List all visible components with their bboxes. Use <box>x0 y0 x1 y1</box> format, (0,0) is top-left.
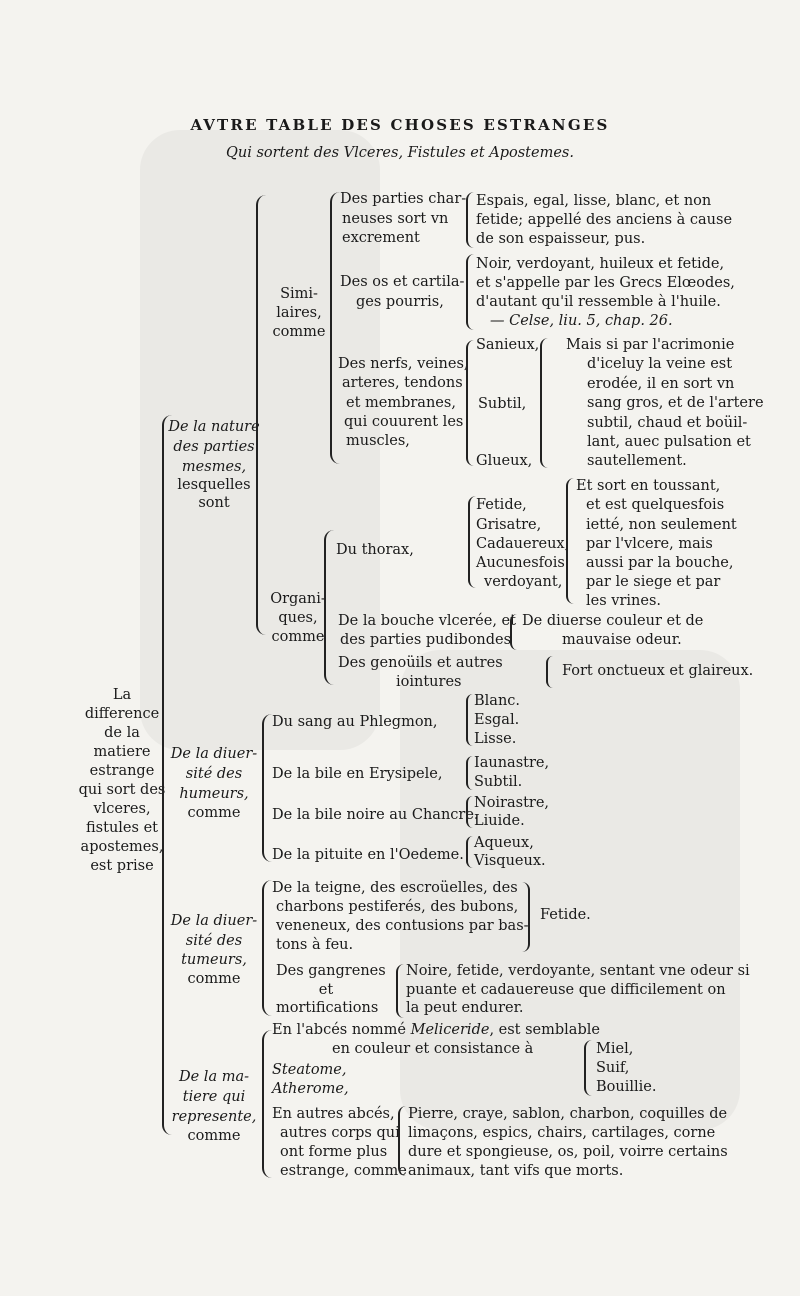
meliceride-result: Suif, <box>596 1060 630 1076</box>
meliceride-text: en couleur et consistance à <box>332 1041 534 1057</box>
matiere-brace <box>262 1030 272 1178</box>
bouche-label: De la bouche vlcerée, et <box>338 613 516 629</box>
bilenoire-brace <box>466 796 473 828</box>
page-title: AVTRE TABLE DES CHOSES ESTRANGES <box>190 116 610 134</box>
charneuses-label: neuses sort vn <box>342 211 449 227</box>
charneuses-result: Espais, egal, lisse, blanc, et non <box>476 193 712 209</box>
steatome-label: Steatome, <box>272 1062 347 1078</box>
charneuses-label: Des parties char- <box>340 191 467 207</box>
charneuses-label: excrement <box>342 230 420 246</box>
os-result: d'autant qu'il ressemble à l'huile. <box>476 294 721 310</box>
nerfs-brace <box>466 340 474 466</box>
meliceride-brace <box>584 1040 592 1096</box>
nerfs-kind-glueux: Glueux, <box>476 453 533 469</box>
sang-label: Du sang au Phlegmon, <box>272 714 438 730</box>
pituite-label: De la pituite en l'Oedeme. <box>272 847 464 863</box>
meliceride-text: En l'abcés nommé Meliceride, est semblable <box>272 1022 600 1038</box>
atherome-label: Atherome, <box>272 1081 349 1097</box>
os-result: Noir, verdoyant, huileux et fetide, <box>476 256 725 272</box>
os-label: Des os et cartila- <box>340 274 465 290</box>
bile-result: Subtil. <box>474 774 523 790</box>
gangrenes-result: puante et cadauereuse que difficilement on <box>406 982 726 998</box>
autres-result: animaux, tant vifs que morts. <box>408 1163 624 1179</box>
genouils-result: Fort onctueux et glaireux. <box>562 663 754 679</box>
os-label: ges pourris, <box>356 294 444 310</box>
autres-result: dure et spongieuse, os, poil, voirre certains <box>408 1144 728 1160</box>
bile-result: Iaunastre, <box>474 755 550 771</box>
nerfs-kinds-brace <box>540 338 548 468</box>
gangrenes-brace <box>396 964 404 1018</box>
gangrenes-label: et <box>318 982 334 998</box>
bilenoire-label: De la bile noire au Chancre. <box>272 807 479 823</box>
pituite-result: Visqueux. <box>474 853 546 869</box>
autres-result: limaçons, espics, chairs, cartilages, corne <box>408 1125 716 1141</box>
genouils-label: iointures <box>396 674 462 690</box>
gangrenes-result: Noire, fetide, verdoyante, sentant vne odeur si <box>406 963 750 979</box>
thorax-label: Du thorax, <box>336 542 414 558</box>
sang-result: Blanc. <box>474 693 521 709</box>
nature-brace <box>256 195 268 635</box>
bilenoire-result: Noirastre, <box>474 795 550 811</box>
nerfs-kind-sanieux: Sanieux, <box>476 337 540 353</box>
humeurs-brace <box>262 714 272 862</box>
pituite-brace <box>466 836 473 868</box>
bouche-brace <box>510 614 517 650</box>
charneuses-result: de son espaisseur, pus. <box>476 231 646 247</box>
bile-brace <box>466 756 473 790</box>
thorax-brace <box>468 496 476 588</box>
page-subtitle: Qui sortent des Vlceres, Fistules et Apostemes. <box>226 145 574 161</box>
os-result: et s'appelle par les Grecs Elœodes, <box>476 275 735 291</box>
sang-result: Lisse. <box>474 731 517 747</box>
bilenoire-result: Liuide. <box>474 813 525 829</box>
teigne-brace <box>522 882 530 952</box>
autres-brace <box>398 1106 406 1176</box>
gangrenes-label: mortifications <box>276 1000 379 1016</box>
similaires-brace <box>330 192 340 464</box>
bouche-label: des parties pudibondes <box>340 632 512 648</box>
autres-result: Pierre, craye, sablon, charbon, coquilles de <box>408 1106 728 1122</box>
bile-label: De la bile en Erysipele, <box>272 766 443 782</box>
os-brace <box>466 254 474 330</box>
organiques-brace <box>324 530 334 685</box>
tumeurs-brace <box>262 880 272 1016</box>
os-result-citation: — Celse, liu. 5, chap. 26. <box>490 313 673 329</box>
bouche-result: mauvaise odeur. <box>562 632 682 648</box>
genouils-label: Des genoüils et autres <box>338 655 503 671</box>
charneuses-result: fetide; appellé des anciens à cause <box>476 212 733 228</box>
meliceride-result: Bouillie. <box>596 1079 657 1095</box>
bouche-result: De diuerse couleur et de <box>522 613 704 629</box>
gangrenes-label: Des gangrenes <box>276 963 386 979</box>
meliceride-result: Miel, <box>596 1041 634 1057</box>
sang-result: Esgal. <box>474 712 520 728</box>
thorax-kinds-brace <box>566 478 574 604</box>
book-page: AVTRE TABLE DES CHOSES ESTRANGES Qui sortent des Vlceres, Fistules et Apostemes. La difference de la matiere estrange qui sort des vlceres, fistules et apostemes, est prise De la nature des parties mesmes, lesquelles sont Simi- laires, comme Des parties char- neuses sort vn excrement Espais, egal, lisse, blanc, et non fetide; appellé des anciens à cause de son espaisseur, pus. Des os et cartila- ges pourris, Noir, verdoyant, huileux et fetide, et s'appelle par les Grecs Elœodes, d'autant qu'il ressemble à l'huile. — Celse, liu. 5, chap. 26. Des nerfs, veines, arteres, tendons et membranes, qui couurent les muscles, Sanieux, Subtil, Glueux, Mais si par l'acrimonie d'iceluy la veine est erodée, il en sort vn sang gros, et de l'artere subtil, chaud et boüil- lant, auec pulsation et sautellement. Organi- ques, comme Du thorax, Fetide, Grisatre, Cadauereux, Aucunesfois verdoyant, Et sort en toussant, et est quelquesfois ietté, non seulement par l'vlcere, mais aussi par la bouche, par le siege et par les vrines. De la bouche vlcerée, et des parties pudibondes De diuerse couleur et de mauvaise odeur. Des genoüils et autres iointures Fort onctueux et glaireux. De la diuer- sité des humeurs, comme Du sang au Phlegmon, Blanc. Esgal. Lisse. De la bile en Erysipele, Iaunastre, Subtil. De la bile noire au Chancre. Noirastre, Liuide. De la pituite en l'Oedeme. Aqueux, Visqueux. De la diuer- sité des tumeurs, comme De la teigne, des escroüelles, des charbons pestiferés, des bubons, veneneux, des contusions par bas- tons à feu. Fetide. Des gangrenes et mortifications Noire, fetide, verdoyante, sentant vne odeur si puante et cadauereuse que difficilement on la peut endurer. De la ma- tiere qui represente, comme En l'abcés nommé Meliceride, est semblable en couleur et consistance à Steatome, Atherome, Miel, Suif, Bouillie. En autres abcés, autres corps qui ont forme plus estrange, comme Pierre, craye, sablon, charbon, coquilles de limaçons, espics, chairs, cartilages, corne dure et spongieuse, os, poil, voirre certains animaux, tant vifs que morts. <box>78 116 764 1179</box>
genouils-brace <box>546 656 553 688</box>
teigne-result: Fetide. <box>540 907 591 923</box>
gangrenes-result: la peut endurer. <box>406 1000 524 1016</box>
nerfs-kind-subtil: Subtil, <box>478 396 527 412</box>
charneuses-brace <box>466 192 474 248</box>
sang-brace <box>466 694 473 746</box>
pituite-result: Aqueux, <box>474 835 534 851</box>
